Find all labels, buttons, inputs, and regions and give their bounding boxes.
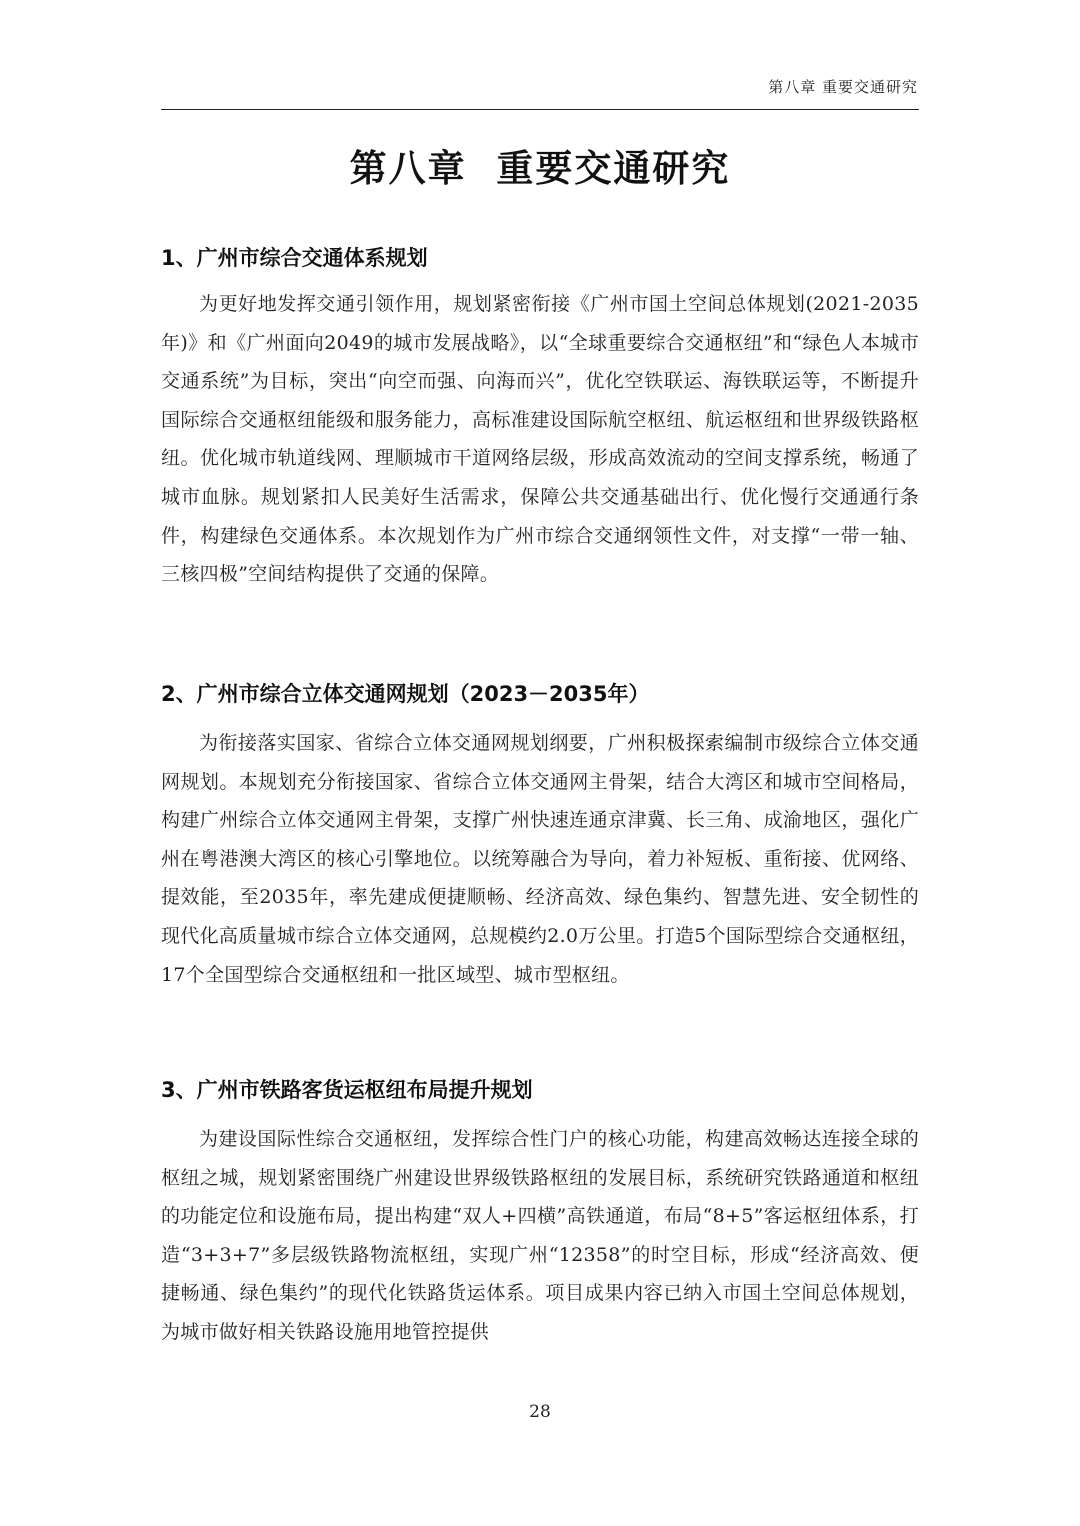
header-divider — [161, 109, 919, 110]
chapter-title: 第八章 重要交通研究 — [349, 147, 731, 190]
section-3-paragraph: 为建设国际性综合交通枢纽，发挥综合性门户的核心功能，构建高效畅达连接全球的枢纽之城，规划紧密围绕广州建设世界级铁路枢纽的发展目标，系统研究铁路通道和枢纽的功能定位和设施布局，提出构建“双人+四横”高铁通道，布局“8+5”客运枢纽体系，打造“3+3+7”多层级铁路物流枢纽，实现广州“12358”的时空目标，形成“经济高效、便捷畅通、绿色集约”的现代化铁路货运体系。项目成果内容已纳入市国土空间总体规划，为城市做好相关铁路设施用地管控提供 — [161, 1128, 919, 1343]
section-3-heading: 3、广州市铁路客货运枢纽布局提升规划 — [161, 1078, 533, 1102]
section-2-heading: 2、广州市综合立体交通网规划（2023－2035年） — [161, 682, 650, 706]
section-2 — [161, 674, 919, 994]
section-1 — [161, 238, 919, 594]
section-1-paragraph: 为更好地发挥交通引领作用，规划紧密衔接《广州市国土空间总体规划(2021-2035年)》和《广州面向2049的城市发展战略》，以“全球重要综合交通枢纽”和“绿色人本城市交通系统”为目标，突出“向空而强、向海而兴”，优化空铁联运、海铁联运等，不断提升国际综合交通枢纽能级和服务能力，高标准建设国际航空枢纽、航运枢纽和世界级铁路枢纽。优化城市轨道线网、理顺城市干道网络层级，形成高效流动的空间支撑系统，畅通了城市血脉。规划紧扣人民美好生活需求，保障公共交通基础出行、优化慢行交通通行条件，构建绿色交通体系。本次规划作为广州市综合交通纲领性文件，对支撑“一带一轴、三核四极”空间结构提供了交通的保障。 — [161, 293, 919, 586]
section-2-paragraph: 为衔接落实国家、省综合立体交通网规划纲要，广州积极探索编制市级综合立体交通网规划。本规划充分衔接国家、省综合立体交通网主骨架，结合大湾区和城市空间格局，构建广州综合立体交通网主骨架，支撑广州快速连通京津冀、长三角、成渝地区，强化广州在粤港澳大湾区的核心引擎地位。以统筹融合为导向，着力补短板、重衔接、优网络、提效能，至2035年，率先建成便捷顺畅、经济高效、绿色集约、智慧先进、安全韧性的现代化高质量城市综合立体交通网，总规模约2.0万公里。打造5个国际型综合交通枢纽，17个全国型综合交通枢纽和一批区域型、城市型枢纽。 — [161, 732, 919, 986]
running-header: 第八章 重要交通研究 — [768, 78, 918, 96]
page-number: 28 — [529, 1402, 551, 1422]
section-3 — [161, 1070, 919, 1352]
section-1-heading: 1、广州市综合交通体系规划 — [161, 246, 428, 270]
